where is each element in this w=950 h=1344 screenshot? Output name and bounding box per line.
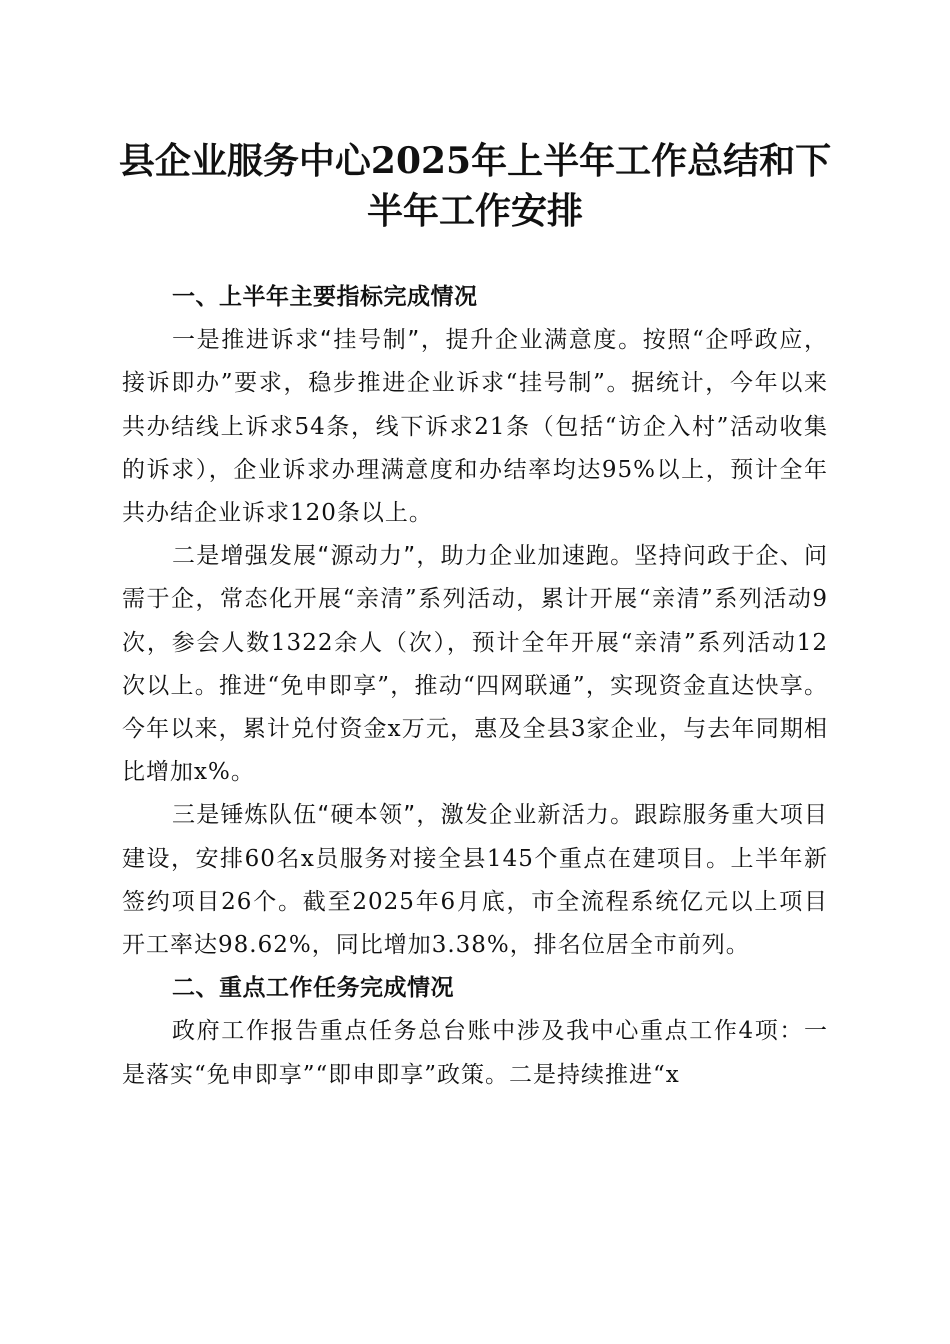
document-title xyxy=(100,136,850,236)
paragraph-1-text: 按照“企呼政应，接诉即办”要求，稳步推进企业诉求“挂号制”。据统计，今年以来共办结线上诉求54条，线下诉求21条（包括“访企入村”活动收集的诉求），企业诉求办理满意度和办结率均达95%以上，预计全年共办结企业诉求120条以上。 xyxy=(122,327,828,527)
document-body xyxy=(122,276,828,1097)
paragraph-2-text: 坚持问政于企、问需于企，常态化开展“亲清”系列活动，累计开展“亲清”系列活动9次，参会人数1322余人（次），预计全年开展“亲清”系列活动12次以上。推进“免申即享”，推动“四网联通”，实现资金直达快享。今年以来，累计兑付资金x万元，惠及全县3家企业，与去年同期相比增加x%。 xyxy=(122,543,829,786)
paragraph-1-lead: 一是推进诉求“挂号制”，提升企业满意度。 xyxy=(172,327,643,354)
paragraph-2-lead: 二是增强发展“源动力”，助力企业加速跑。 xyxy=(172,543,635,570)
section-2-heading: 二、重点工作任务完成情况 xyxy=(172,975,454,1002)
paragraph-2 xyxy=(122,535,828,794)
title-line-2: 半年工作安排 xyxy=(366,190,583,232)
paragraph-3-lead: 三是锤炼队伍“硬本领”，激发企业新活力。 xyxy=(172,802,635,829)
paragraph-3-text: 跟踪服务重大项目建设，安排60名x员服务对接全县145个重点在建项目。上半年新签约项目26个。截至2025年6月底，市全流程系统亿元以上项目开工率达98.62%，同比增加3.38%，排名位居全市前列。 xyxy=(122,802,829,959)
paragraph-1 xyxy=(122,319,828,535)
title-line-1: 县企业服务中心2025年上半年工作总结和下 xyxy=(118,140,832,182)
paragraph-4-text: 政府工作报告重点任务总台账中涉及我中心重点工作4项：一是落实“免申即享”“即申即享”政策。二是持续推进“x xyxy=(122,1018,828,1088)
paragraph-3 xyxy=(122,794,828,967)
paragraph-4 xyxy=(122,1010,828,1096)
section-1-heading: 一、上半年主要指标完成情况 xyxy=(172,284,478,310)
